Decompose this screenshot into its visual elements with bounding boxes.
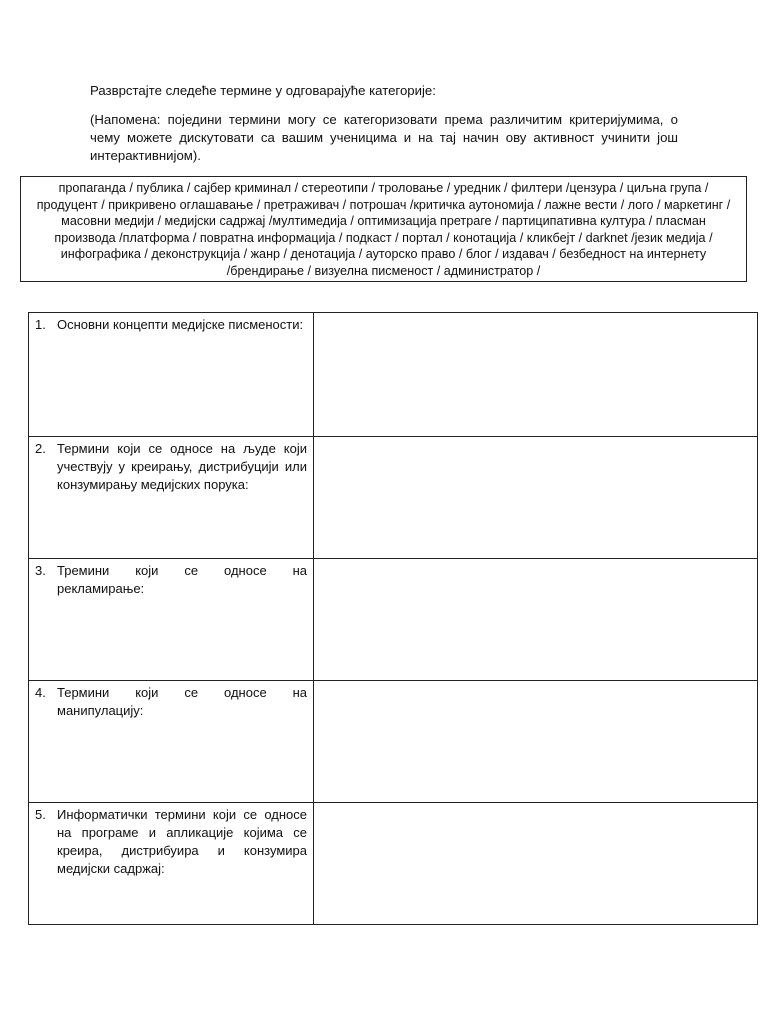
- category-label: Информатички термини који се односе на програме и апликације којима се креира, дистрибуира и конзумира медијски садржај:: [57, 807, 307, 876]
- terms-line: продуцент / прикривено оглашавање / претраживач / потрошач /критичка аутономија / лажне вести / лого / маркетинг /: [36, 197, 731, 212]
- category-number: 4.: [35, 685, 46, 700]
- note-text: (Напомена: поједини термини могу се категоризовати према различитим критеријумима, о чему можете дискутовати са вашим ученицима и на тај начин ову активност учинити још интерактивнијом).: [90, 112, 678, 163]
- category-answer-cell[interactable]: [314, 803, 758, 925]
- category-label-cell: [29, 803, 314, 925]
- category-row-3: [29, 559, 758, 681]
- terms-line: /брендирање / визуелна писменост / администратор /: [226, 263, 541, 278]
- category-label: Термини који се односе на људе који учествују у креирању, дистрибуцији или конзумирању медијских порука:: [57, 441, 307, 492]
- category-label-cell: [29, 313, 314, 437]
- category-number: 2.: [35, 441, 46, 456]
- category-answer-cell[interactable]: [314, 437, 758, 559]
- category-row-4: [29, 681, 758, 803]
- category-row-1: [29, 313, 758, 437]
- category-label-cell: [29, 437, 314, 559]
- instruction-text: Разврстајте следеће термине у одговарајуће категорије:: [90, 83, 436, 98]
- category-label: Основни концепти медијске писмености:: [57, 317, 304, 332]
- categories-table: [28, 312, 758, 925]
- terms-box: [20, 176, 747, 282]
- terms-line: инфографика / деконструкција / жанр / денотација / ауторско право / блог / издавач / безбедност на интернету: [60, 247, 707, 261]
- category-row-2: [29, 437, 758, 559]
- category-label: Термини који се односе на манипулацију:: [57, 685, 307, 718]
- category-label: Тремини који се односе на рекламирање:: [57, 563, 307, 596]
- category-label-cell: [29, 559, 314, 681]
- category-answer-cell[interactable]: [314, 681, 758, 803]
- category-answer-cell[interactable]: [314, 313, 758, 437]
- terms-line: производа /платформа / повратна информација / подкаст / портал / конотација / кликбејт / darknet /језик медија /: [54, 230, 713, 245]
- category-number: 1.: [35, 317, 46, 332]
- category-number: 3.: [35, 563, 46, 578]
- category-number: 5.: [35, 807, 46, 822]
- terms-line: пропаганда / публика / сајбер криминал / стереотипи / троловање / уредник / филтери /цензура / циљна група /: [58, 181, 709, 195]
- category-row-5: [29, 803, 758, 925]
- terms-line: масовни медији / медијски садржај /мултимедија / оптимизација претраге / партиципативна култура / пласман: [61, 214, 706, 228]
- category-answer-cell[interactable]: [314, 559, 758, 681]
- category-label-cell: [29, 681, 314, 803]
